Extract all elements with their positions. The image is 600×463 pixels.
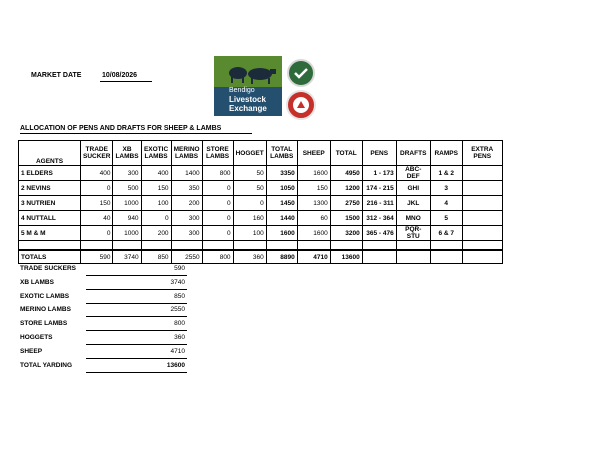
total-lambs-cell: 1050 bbox=[266, 181, 297, 196]
xb-lambs-cell: 1000 bbox=[113, 226, 141, 241]
total-lambs-cell: 1450 bbox=[266, 196, 297, 211]
header-store-lambs: STORE LAMBS bbox=[202, 141, 233, 166]
hogget-cell: 0 bbox=[233, 196, 266, 211]
header-sheep: SHEEP bbox=[297, 141, 330, 166]
total-cell: 3200 bbox=[330, 226, 362, 241]
total-cell: 1500 bbox=[330, 211, 362, 226]
sheep-cell: 150 bbox=[297, 181, 330, 196]
sheep-cell: 1600 bbox=[297, 226, 330, 241]
drafts-cell: JKL bbox=[396, 196, 430, 211]
summary-value: 4710 bbox=[170, 347, 185, 355]
hogget-cell: 100 bbox=[233, 226, 266, 241]
market-date-label: MARKET DATE bbox=[31, 72, 82, 79]
table-row bbox=[19, 196, 503, 211]
totals-trade-cell: 590 bbox=[81, 250, 113, 264]
total-cell: 4950 bbox=[330, 166, 362, 181]
exotic-lambs-cell: 100 bbox=[141, 196, 171, 211]
total-cell: 1200 bbox=[330, 181, 362, 196]
agent-cell: 3 NUTRIEN bbox=[19, 196, 81, 211]
extra-pens-cell bbox=[462, 196, 502, 211]
ramps-cell: 6 & 7 bbox=[430, 226, 462, 241]
totals-xb-cell: 3740 bbox=[113, 250, 141, 264]
summary-label: STORE LAMBS bbox=[20, 320, 68, 328]
totals-agent-cell: TOTALS bbox=[19, 250, 81, 264]
totals-merino-cell: 2550 bbox=[171, 250, 202, 264]
summary-label: SHEEP bbox=[20, 347, 43, 355]
merino-lambs-cell: 200 bbox=[171, 196, 202, 211]
extra-pens-cell bbox=[462, 181, 502, 196]
market-date-value: 10/08/2026 bbox=[102, 72, 138, 79]
drafts-cell: PQR-STU bbox=[396, 226, 430, 241]
header-merino-lambs: MERINO LAMBS bbox=[171, 141, 202, 166]
header-hogget: HOGGET bbox=[233, 141, 266, 166]
extra-pens-cell bbox=[462, 211, 502, 226]
summary-label: EXOTIC LAMBS bbox=[20, 292, 70, 300]
merino-lambs-cell: 1400 bbox=[171, 166, 202, 181]
header-extra-pens: EXTRA PENS bbox=[462, 141, 502, 166]
summary-value: 800 bbox=[174, 320, 185, 328]
merino-lambs-cell: 300 bbox=[171, 226, 202, 241]
summary-label: XB LAMBS bbox=[20, 278, 54, 286]
bendigo-livestock-exchange-logo bbox=[214, 56, 282, 116]
summary-label: MERINO LAMBS bbox=[20, 306, 71, 314]
summary-label: TOTAL YARDING bbox=[20, 361, 73, 369]
section-title-underline bbox=[20, 133, 252, 134]
section-title: ALLOCATION OF PENS AND DRAFTS FOR SHEEP & LAMBS bbox=[20, 125, 222, 132]
table-row bbox=[19, 226, 503, 241]
ramps-cell: 1 & 2 bbox=[430, 166, 462, 181]
drafts-cell: ABC-DEF bbox=[396, 166, 430, 181]
summary-value: 590 bbox=[174, 265, 185, 272]
header-total-lambs: TOTAL LAMBS bbox=[266, 141, 297, 166]
extra-pens-cell bbox=[462, 226, 502, 241]
pens-cell: 174 - 215 bbox=[362, 181, 396, 196]
store-lambs-cell: 0 bbox=[202, 211, 233, 226]
totals-store-cell: 800 bbox=[202, 250, 233, 264]
exotic-lambs-cell: 150 bbox=[141, 181, 171, 196]
totals-exotic-cell: 850 bbox=[141, 250, 171, 264]
header-trade-sucker: TRADE SUCKER bbox=[81, 141, 113, 166]
trade-sucker-cell: 400 bbox=[81, 166, 113, 181]
trade-sucker-cell: 150 bbox=[81, 196, 113, 211]
sheep-cell: 60 bbox=[297, 211, 330, 226]
header-agents: AGENTS bbox=[19, 141, 81, 166]
drafts-cell: MNO bbox=[396, 211, 430, 226]
pens-cell: 216 - 311 bbox=[362, 196, 396, 211]
hogget-cell: 160 bbox=[233, 211, 266, 226]
summary-label: HOGGETS bbox=[20, 334, 53, 341]
store-lambs-cell: 800 bbox=[202, 166, 233, 181]
xb-lambs-cell: 1000 bbox=[113, 196, 141, 211]
header-ramps: RAMPS bbox=[430, 141, 462, 166]
totals-hogget-cell: 360 bbox=[233, 250, 266, 264]
summary-value: 2550 bbox=[170, 306, 185, 314]
summary-underline bbox=[86, 316, 187, 317]
table-row bbox=[19, 166, 503, 181]
summary-underline bbox=[86, 275, 187, 276]
market-date-underline bbox=[100, 81, 152, 82]
pens-cell: 312 - 364 bbox=[362, 211, 396, 226]
summary-value: 850 bbox=[174, 292, 185, 300]
logo-text-livestock: Livestock bbox=[229, 95, 266, 104]
summary-underline bbox=[86, 344, 187, 345]
sheep-cell: 1600 bbox=[297, 166, 330, 181]
certification-badge-icon bbox=[287, 59, 315, 87]
summary-underline bbox=[86, 330, 187, 331]
total-cell: 2750 bbox=[330, 196, 362, 211]
xb-lambs-cell: 300 bbox=[113, 166, 141, 181]
summary-underline bbox=[86, 372, 187, 373]
store-lambs-cell: 0 bbox=[202, 181, 233, 196]
ramps-cell: 5 bbox=[430, 211, 462, 226]
summary-underline bbox=[86, 303, 187, 304]
logo-pasture-graphic bbox=[214, 56, 282, 87]
hogget-cell: 50 bbox=[233, 166, 266, 181]
agent-cell: 4 NUTTALL bbox=[19, 211, 81, 226]
summary-underline bbox=[86, 358, 187, 359]
header-exotic-lambs: EXOTIC LAMBS bbox=[141, 141, 171, 166]
totals-sheep-cell: 4710 bbox=[297, 250, 330, 264]
total-lambs-cell: 1440 bbox=[266, 211, 297, 226]
trade-sucker-cell: 0 bbox=[81, 181, 113, 196]
agent-cell: 2 NEVINS bbox=[19, 181, 81, 196]
xb-lambs-cell: 500 bbox=[113, 181, 141, 196]
table-row bbox=[19, 181, 503, 196]
totals-total-cell: 13600 bbox=[330, 250, 362, 264]
exotic-lambs-cell: 200 bbox=[141, 226, 171, 241]
totals-row bbox=[19, 250, 503, 264]
exotic-lambs-cell: 400 bbox=[141, 166, 171, 181]
summary-value: 3740 bbox=[170, 278, 185, 286]
table-spacer-row bbox=[19, 241, 503, 251]
ramps-cell: 4 bbox=[430, 196, 462, 211]
ramps-cell: 3 bbox=[430, 181, 462, 196]
table-header-row bbox=[19, 141, 503, 166]
summary-value: 360 bbox=[174, 334, 185, 341]
safety-badge-icon bbox=[286, 90, 316, 120]
pens-cell: 1 - 173 bbox=[362, 166, 396, 181]
total-lambs-cell: 1600 bbox=[266, 226, 297, 241]
pens-cell: 365 - 476 bbox=[362, 226, 396, 241]
drafts-cell: GHI bbox=[396, 181, 430, 196]
logo-text-exchange: Exchange bbox=[229, 104, 267, 113]
agent-cell: 1 ELDERS bbox=[19, 166, 81, 181]
hogget-cell: 50 bbox=[233, 181, 266, 196]
agent-cell: 5 M & M bbox=[19, 226, 81, 241]
header-drafts: DRAFTS bbox=[396, 141, 430, 166]
exotic-lambs-cell: 0 bbox=[141, 211, 171, 226]
merino-lambs-cell: 300 bbox=[171, 211, 202, 226]
totals-total-lambs-cell: 8890 bbox=[266, 250, 297, 264]
store-lambs-cell: 0 bbox=[202, 196, 233, 211]
extra-pens-cell bbox=[462, 166, 502, 181]
xb-lambs-cell: 940 bbox=[113, 211, 141, 226]
merino-lambs-cell: 350 bbox=[171, 181, 202, 196]
summary-underline bbox=[86, 289, 187, 290]
logo-text-bendigo: Bendigo bbox=[229, 87, 255, 94]
header-xb-lambs: XB LAMBS bbox=[113, 141, 141, 166]
store-lambs-cell: 0 bbox=[202, 226, 233, 241]
sheep-cell: 1300 bbox=[297, 196, 330, 211]
summary-label: TRADE SUCKERS bbox=[20, 265, 76, 272]
summary-value: 13600 bbox=[166, 361, 185, 369]
table-row bbox=[19, 211, 503, 226]
trade-sucker-cell: 40 bbox=[81, 211, 113, 226]
total-lambs-cell: 3350 bbox=[266, 166, 297, 181]
header-total: TOTAL bbox=[330, 141, 362, 166]
header-pens: PENS bbox=[362, 141, 396, 166]
allocation-table bbox=[18, 140, 503, 264]
trade-sucker-cell: 0 bbox=[81, 226, 113, 241]
